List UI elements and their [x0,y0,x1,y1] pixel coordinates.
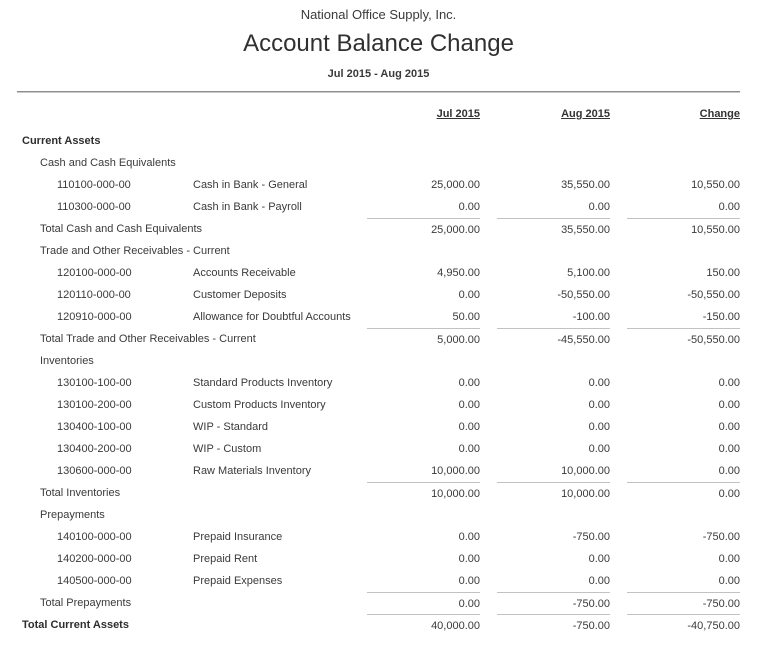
amount-change: 0.00 [718,201,740,213]
amount-aug-2015: 0.00 [588,421,610,433]
amount-aug-2015: -750.00 [497,614,610,633]
amount-jul-2015: 0.00 [458,531,480,543]
amount-jul-2015: 0.00 [458,399,480,411]
account-code: 140100-000-00 [57,531,132,543]
amount-change: 0.00 [718,399,740,411]
amount-aug-2015: -50,550.00 [557,289,610,301]
amount-jul-2015: 40,000.00 [367,614,480,633]
amount-aug-2015: 10,000.00 [561,465,610,477]
amount-aug-2015: 5,100.00 [567,267,610,279]
account-code: 140500-000-00 [57,575,132,587]
amount-change: 0.00 [627,482,740,501]
section-header-row [0,503,757,525]
total-label: Total Inventories [40,487,121,499]
account-row [0,283,757,305]
account-name: Accounts Receivable [193,267,296,279]
account-row [0,195,757,217]
amount-change: 150.00 [706,267,740,279]
column-header-spacer [22,107,367,121]
section-header-row [0,239,757,261]
amount-jul-2015: 5,000.00 [367,328,480,347]
account-name: WIP - Custom [193,443,262,455]
total-label: Total Prepayments [40,597,132,609]
account-name: Custom Products Inventory [193,399,326,411]
amount-change: -150.00 [702,311,740,323]
account-name: Customer Deposits [193,289,287,301]
account-name: Allowance for Doubtful Accounts [193,311,351,323]
amount-jul-2015: 0.00 [458,443,480,455]
total-row [0,217,757,239]
account-row [0,547,757,569]
amount-change: -750.00 [627,592,740,611]
account-code: 120110-000-00 [57,289,131,301]
group-header-row [0,129,757,151]
report-period: Jul 2015 - Aug 2015 [327,68,430,80]
amount-change: -50,550.00 [627,328,740,347]
amount-aug-2015: 0.00 [588,553,610,565]
account-code: 130600-000-00 [57,465,132,477]
section-header-label: Prepayments [40,509,105,521]
account-name: Cash in Bank - General [193,179,308,191]
column-header-row [0,93,757,121]
amount-jul-2015: 0.00 [367,592,480,611]
account-code: 120910-000-00 [57,311,132,323]
amount-jul-2015: 50.00 [452,311,480,323]
account-code: 120100-000-00 [57,267,132,279]
section-header-row [0,151,757,173]
amount-jul-2015: 10,000.00 [431,465,480,477]
account-row [0,437,757,459]
amount-jul-2015: 0.00 [458,553,480,565]
account-code: 130100-100-00 [57,377,132,389]
total-row [0,591,757,613]
section-header-label: Cash and Cash Equivalents [40,157,176,169]
group-header-label: Current Assets [22,135,101,147]
column-header-change: Change [699,108,740,120]
grand-total-label: Total Current Assets [22,619,129,631]
account-code: 130400-200-00 [57,443,132,455]
amount-aug-2015: 10,000.00 [497,482,610,501]
account-name: WIP - Standard [193,421,268,433]
report-rows [0,129,757,635]
amount-change: 10,550.00 [627,218,740,237]
amount-aug-2015: 0.00 [588,443,610,455]
account-row [0,459,757,481]
total-row [0,481,757,503]
report-table [0,93,757,635]
amount-jul-2015: 0.00 [458,201,480,213]
amount-jul-2015: 0.00 [458,421,480,433]
amount-aug-2015: 0.00 [588,399,610,411]
account-row [0,371,757,393]
account-code: 110300-000-00 [57,201,131,213]
amount-aug-2015: 35,550.00 [497,218,610,237]
amount-jul-2015: 10,000.00 [367,482,480,501]
report-header [0,0,757,82]
company-name: National Office Supply, Inc. [300,7,457,22]
grand-total-row [0,613,757,635]
amount-aug-2015: -100.00 [572,311,610,323]
column-header-jul-2015: Jul 2015 [436,108,480,120]
amount-jul-2015: 25,000.00 [367,218,480,237]
account-name: Standard Products Inventory [193,377,333,389]
amount-jul-2015: 0.00 [458,575,480,587]
amount-aug-2015: 0.00 [588,201,610,213]
section-header-label: Inventories [40,355,94,367]
total-label: Total Cash and Cash Equivalents [40,223,203,235]
account-code: 130400-100-00 [57,421,132,433]
amount-aug-2015: -45,550.00 [497,328,610,347]
amount-change: 0.00 [718,553,740,565]
account-row [0,569,757,591]
amount-aug-2015: -750.00 [572,531,610,543]
amount-change: 0.00 [718,377,740,389]
amount-change: 0.00 [718,443,740,455]
amount-aug-2015: 35,550.00 [561,179,610,191]
account-name: Prepaid Expenses [193,575,283,587]
account-name: Raw Materials Inventory [193,465,311,477]
amount-change: 0.00 [718,421,740,433]
account-code: 140200-000-00 [57,553,132,565]
amount-jul-2015: 0.00 [458,377,480,389]
amount-change: 0.00 [718,465,740,477]
account-row [0,525,757,547]
column-header-aug-2015: Aug 2015 [561,108,610,120]
amount-jul-2015: 0.00 [458,289,480,301]
amount-change: -50,550.00 [687,289,740,301]
account-code: 130100-200-00 [57,399,132,411]
amount-jul-2015: 4,950.00 [437,267,480,279]
account-code: 110100-000-00 [57,179,131,191]
account-row [0,261,757,283]
total-label: Total Trade and Other Receivables - Current [40,333,256,345]
amount-aug-2015: -750.00 [497,592,610,611]
section-header-label: Trade and Other Receivables - Current [40,245,230,257]
report-title: Account Balance Change [243,30,514,57]
section-header-row [0,349,757,371]
account-row [0,393,757,415]
account-name: Prepaid Rent [193,553,258,565]
account-row [0,173,757,195]
amount-change: 10,550.00 [691,179,740,191]
account-name: Cash in Bank - Payroll [193,201,302,213]
amount-aug-2015: 0.00 [588,575,610,587]
amount-change: -40,750.00 [627,614,740,633]
amount-aug-2015: 0.00 [588,377,610,389]
amount-change: 0.00 [718,575,740,587]
account-row [0,305,757,327]
account-row [0,415,757,437]
amount-change: -750.00 [702,531,740,543]
amount-jul-2015: 25,000.00 [431,179,480,191]
account-name: Prepaid Insurance [193,531,283,543]
total-row [0,327,757,349]
